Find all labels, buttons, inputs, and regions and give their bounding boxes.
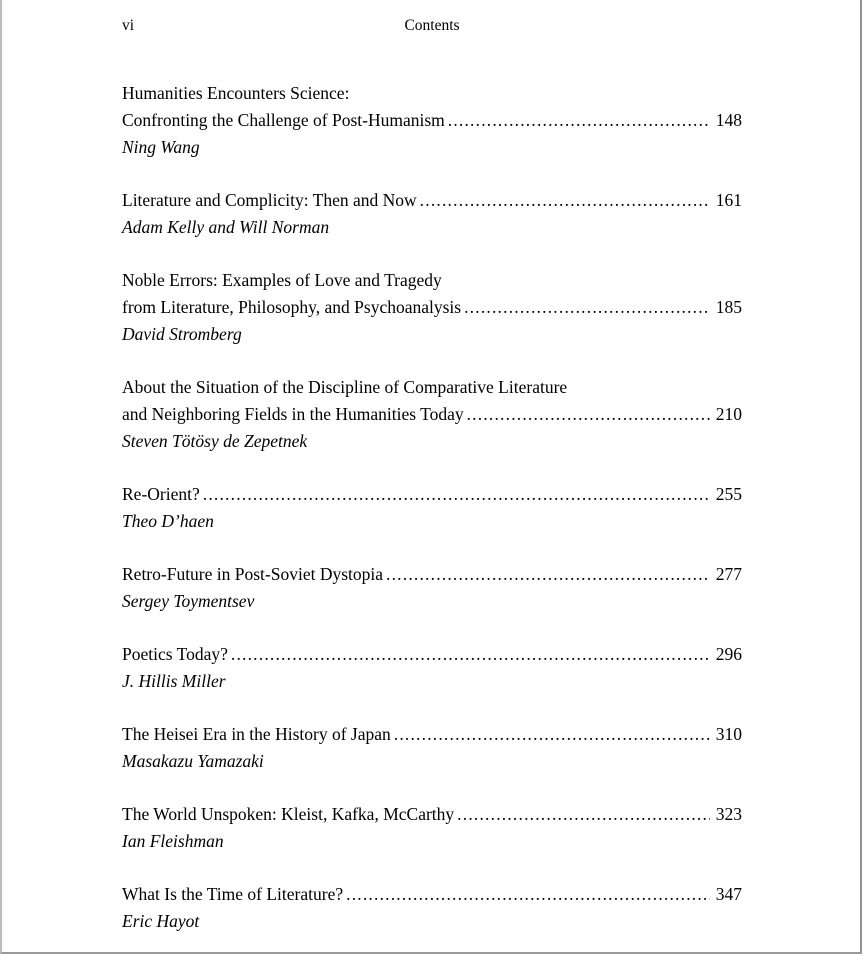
toc-title-text: Retro-Future in Post-Soviet Dystopia [122, 564, 384, 584]
toc-author: Theo D’haen [122, 511, 214, 531]
toc-title-text: Noble Errors: Examples of Love and Tragedy [122, 270, 442, 290]
toc-page-number: 310 [715, 724, 742, 744]
toc-title-text: Literature and Complicity: Then and Now [122, 190, 417, 210]
toc-page-number: 323 [715, 804, 742, 824]
toc-title-text: Re-Orient? [122, 484, 200, 504]
toc-title-text: The Heisei Era in the History of Japan [122, 724, 391, 744]
toc-list [122, 80, 742, 935]
toc-entry [122, 374, 742, 455]
toc-title-text: from Literature, Philosophy, and Psychoanalysis [122, 297, 462, 317]
folio-page-number: vi [122, 17, 135, 34]
toc-title-line [122, 107, 742, 134]
page-title: Contents [404, 17, 460, 34]
toc-entry [122, 187, 742, 241]
toc-title-text: Confronting the Challenge of Post-Humanism [122, 110, 445, 130]
toc-author: Eric Hayot [122, 911, 200, 931]
toc-entry [122, 641, 742, 695]
toc-entry [122, 267, 742, 348]
toc-title-line [122, 561, 742, 588]
toc-page-number: 148 [715, 110, 742, 130]
running-head [122, 16, 742, 36]
toc-entry [122, 801, 742, 855]
toc-page-number: 185 [715, 297, 742, 317]
toc-entry [122, 721, 742, 775]
toc-title-line [122, 721, 742, 748]
toc-page-number: 296 [715, 644, 742, 664]
dot-leader [231, 641, 710, 668]
dot-leader [386, 561, 710, 588]
toc-author: Masakazu Yamazaki [122, 751, 264, 771]
toc-page-number: 210 [715, 404, 742, 424]
toc-author: Ian Fleishman [122, 831, 224, 851]
toc-page-number: 347 [715, 884, 742, 904]
toc-author: Adam Kelly and Will Norman [122, 217, 330, 237]
toc-entry [122, 481, 742, 535]
toc-title-line [122, 801, 742, 828]
toc-entry [122, 561, 742, 615]
dot-leader [464, 294, 710, 321]
dot-leader [420, 187, 710, 214]
toc-title-text: What Is the Time of Literature? [122, 884, 344, 904]
toc-author: Sergey Toymentsev [122, 591, 255, 611]
dot-leader [394, 721, 710, 748]
toc-page-number: 255 [715, 484, 742, 504]
dot-leader [203, 481, 710, 508]
toc-title-line [122, 374, 742, 401]
dot-leader [448, 107, 710, 134]
toc-author: J. Hillis Miller [122, 671, 226, 691]
toc-title-line [122, 294, 742, 321]
toc-title-text: The World Unspoken: Kleist, Kafka, McCarthy [122, 804, 455, 824]
dot-leader [467, 401, 710, 428]
toc-title-text: About the Situation of the Discipline of Comparative Literature [122, 377, 568, 397]
toc-author: Ning Wang [122, 137, 200, 157]
toc-entry [122, 881, 742, 935]
toc-entry [122, 80, 742, 161]
toc-title-text: and Neighboring Fields in the Humanities Today [122, 404, 464, 424]
toc-title-line [122, 481, 742, 508]
toc-title-text: Humanities Encounters Science: [122, 83, 350, 103]
dot-leader [457, 801, 710, 828]
toc-title-line [122, 187, 742, 214]
toc-author: David Stromberg [122, 324, 242, 344]
toc-title-line [122, 80, 742, 107]
toc-page-number: 277 [715, 564, 742, 584]
toc-title-line [122, 267, 742, 294]
toc-author: Steven Tötösy de Zepetnek [122, 431, 308, 451]
toc-page-number: 161 [715, 190, 742, 210]
toc-title-line [122, 881, 742, 908]
toc-title-text: Poetics Today? [122, 644, 228, 664]
dot-leader [346, 881, 710, 908]
toc-title-line [122, 401, 742, 428]
toc-title-line [122, 641, 742, 668]
